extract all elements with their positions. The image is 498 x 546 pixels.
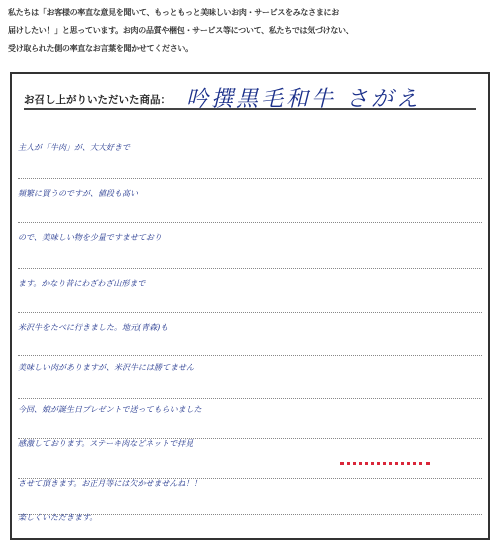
message-line: ので、美味しい物を少量ですませており	[18, 233, 162, 242]
message-line: 米沢牛をたべに行きました。地元(青森)も	[18, 323, 169, 332]
ruled-line	[18, 355, 482, 356]
message-line: 主人が「牛肉」が、大大好きで	[18, 143, 130, 152]
ruled-line	[18, 222, 482, 223]
ruled-line	[18, 398, 482, 399]
message-line: させて頂きます。お正月等には欠かせませんね！！	[18, 479, 202, 488]
ruled-line	[18, 268, 482, 269]
message-line: 感激しております。ステーキ肉などネットで拝見	[18, 439, 194, 448]
intro-line: 私たちは「お客様の率直な意見を聞いて、もっともっと美味しいお肉・サービスをみなさまにお	[8, 8, 339, 17]
message-line: 美味しい肉がありますが、米沢牛には勝てません	[18, 363, 194, 372]
ruled-line	[18, 312, 482, 313]
message-line: 楽しくいただきます。	[18, 513, 98, 522]
red-dotted-underline	[340, 462, 430, 465]
message-line: 頻繁に買うのですが、値段も高い	[18, 189, 138, 198]
intro-text	[8, 4, 494, 58]
product-name: 吟撰黒毛和牛 さがえ	[186, 87, 421, 112]
message-line: ます。かなり昔にわざわざ山形まで	[18, 279, 146, 288]
intro-line: 受け取られた側の率直なお言葉を聞かせてください。	[8, 44, 193, 53]
product-row	[24, 82, 476, 110]
message-line: 今回、娘が誕生日プレゼントで送ってもらいました	[18, 405, 202, 414]
intro-line: 届けしたい！」と思っています。お肉の品質や梱包・サービス等について、私たちでは気づけない、	[8, 26, 354, 35]
ruled-line	[18, 178, 482, 179]
product-label: お召し上がりいただいた商品：	[24, 94, 171, 106]
